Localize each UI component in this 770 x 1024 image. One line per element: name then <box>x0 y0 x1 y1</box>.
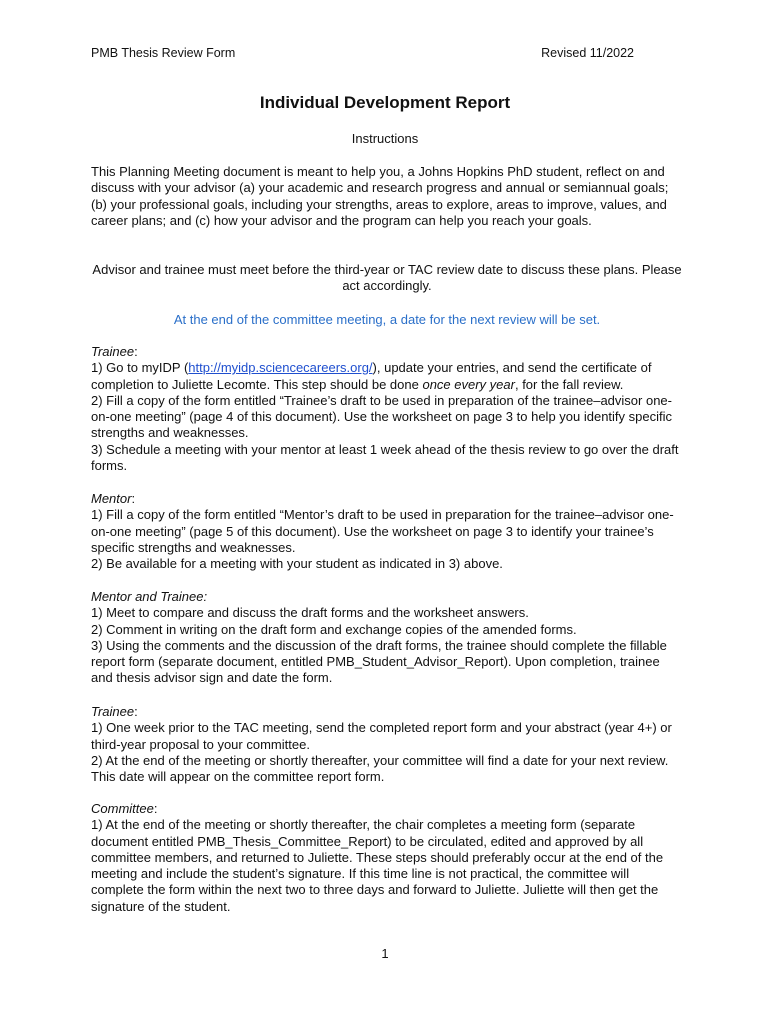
trainee-section: Trainee: 1) Go to myIDP (http://myidp.sciencecareers.org/), update your entries, and send the certificate of completion to Juliette Lecomte. This step should be done once every year, for the fall review. 2) Fill a copy of the form entitled “Trainee’s draft to be used in preparation of the trainee–advisor one-on-one meeting” (page 4 of this document). Use the worksheet on page 3 to help you identify specific strengths and weaknesses. 3) Schedule a meeting with your mentor at least 1 week ahead of the thesis review to go over the draft forms. <box>91 344 683 474</box>
trainee-step-3: 3) Schedule a meeting with your mentor at least 1 week ahead of the thesis review to go over the draft forms. <box>91 441 679 474</box>
highlight-note: At the end of the committee meeting, a date for the next review will be set. <box>173 312 601 327</box>
mentor-trainee-step-1: 1) Meet to compare and discuss the draft forms and the worksheet answers. <box>91 605 529 621</box>
trainee-step-2: 2) Fill a copy of the form entitled “Trainee’s draft to be used in preparation of the trainee–advisor one-on-one meeting” (page 4 of this document). Use the worksheet on page 3 to help you identify specific strengths and weaknesses. <box>91 392 673 441</box>
intro-paragraph: This Planning Meeting document is meant to help you, a Johns Hopkins PhD student, reflect on and discuss with your advisor (a) your academic and research progress and annual or semiannual goals; (b) your professional goals, including your strengths, areas to explore, areas to improve, values, and career plans; and (c) how your advisor and the program can help you reach your goals. <box>91 164 669 228</box>
trainee-tac-step-2: 2) At the end of the meeting or shortly thereafter, your committee will find a date for your next review. This date will appear on the committee report form. <box>91 752 669 785</box>
committee-step-1: 1) At the end of the meeting or shortly thereafter, the chair completes a meeting form (separate document entitled PMB_Thesis_Committee_Report) to be circulated, edited and approved by all committee members, and returned to Juliette. These steps should preferably occur at the end of the meeting and include the student’s signature. If this time line is not practical, the committee will complete the form within the next two to three days and forward to Juliette. Juliette will then get the signature of the student. <box>91 817 664 914</box>
committee-section: Committee: 1) At the end of the meeting or shortly thereafter, the chair completes a meeting form (separate document entitled PMB_Thesis_Committee_Report) to be circulated, edited and approved by all committee members, and returned to Juliette. These steps should preferably occur at the end of the meeting and include the student’s signature. If this time line is not practical, the committee will complete the form within the next two to three days and forward to Juliette. Juliette will then get the signature of the student. <box>91 801 683 915</box>
mentor-section: Mentor: 1) Fill a copy of the form entitled “Mentor’s draft to be used in preparation for the trainee–advisor one-on-one meeting” (page 5 of this document). Use the worksheet on page 3 to identify your trainee’s specific strengths and weaknesses. 2) Be available for a meeting with your student as indicated in 3) above. <box>91 491 683 572</box>
trainee-tac-section: Trainee: 1) One week prior to the TAC meeting, send the completed report form and your abstract (year 4+) or third-year proposal to your committee. 2) At the end of the meeting or shortly thereafter, your committee will find a date for your next review. This date will appear on the committee report form. <box>91 704 683 785</box>
mentor-step-1: 1) Fill a copy of the form entitled “Mentor’s draft to be used in preparation for the trainee–advisor one-on-one meeting” (page 5 of this document). Use the worksheet on page 3 to identify your trainee’s specific strengths and weaknesses. <box>91 507 674 555</box>
page-title: Individual Development Report <box>259 93 511 112</box>
trainee-label: Trainee <box>91 344 135 359</box>
trainee-step-1: 1) Go to myIDP (http://myidp.sciencecareers.org/), update your entries, and send the certificate of completion to Juliette Lecomte. This step should be done once every year, for the fall review. <box>91 360 652 392</box>
instructions-heading: Instructions <box>351 131 419 146</box>
mentor-trainee-step-3: 3) Using the comments and the discussion of the draft forms, the trainee should complete the fillable report form (separate document, entitled PMB_Student_Advisor_Report). Upon completion, trainee and thesis advisor sign and date the form. <box>91 637 667 686</box>
myidp-link[interactable]: http://myidp.sciencecareers.org/ <box>188 360 373 376</box>
trainee-tac-step-1: 1) One week prior to the TAC meeting, send the completed report form and your abstract (year 4+) or third-year proposal to your committee. <box>91 720 672 752</box>
mentor-trainee-label: Mentor and Trainee: <box>91 589 208 604</box>
mentor-step-2: 2) Be available for a meeting with your student as indicated in 3) above. <box>91 556 503 572</box>
advisor-note: Advisor and trainee must meet before the third-year or TAC review date to discuss these plans. Please act accordingly. <box>92 262 682 294</box>
trainee-tac-label: Trainee <box>91 704 135 719</box>
committee-label: Committee <box>91 801 154 816</box>
page-number: 1 <box>381 946 389 961</box>
mentor-trainee-section <box>91 589 683 687</box>
mentor-trainee-step-2: 2) Comment in writing on the draft form and exchange copies of the amended forms. <box>91 621 577 637</box>
header-form-name: PMB Thesis Review Form <box>91 46 236 60</box>
mentor-label: Mentor <box>91 491 132 506</box>
header-revision-date: Revised 11/2022 <box>541 46 634 60</box>
